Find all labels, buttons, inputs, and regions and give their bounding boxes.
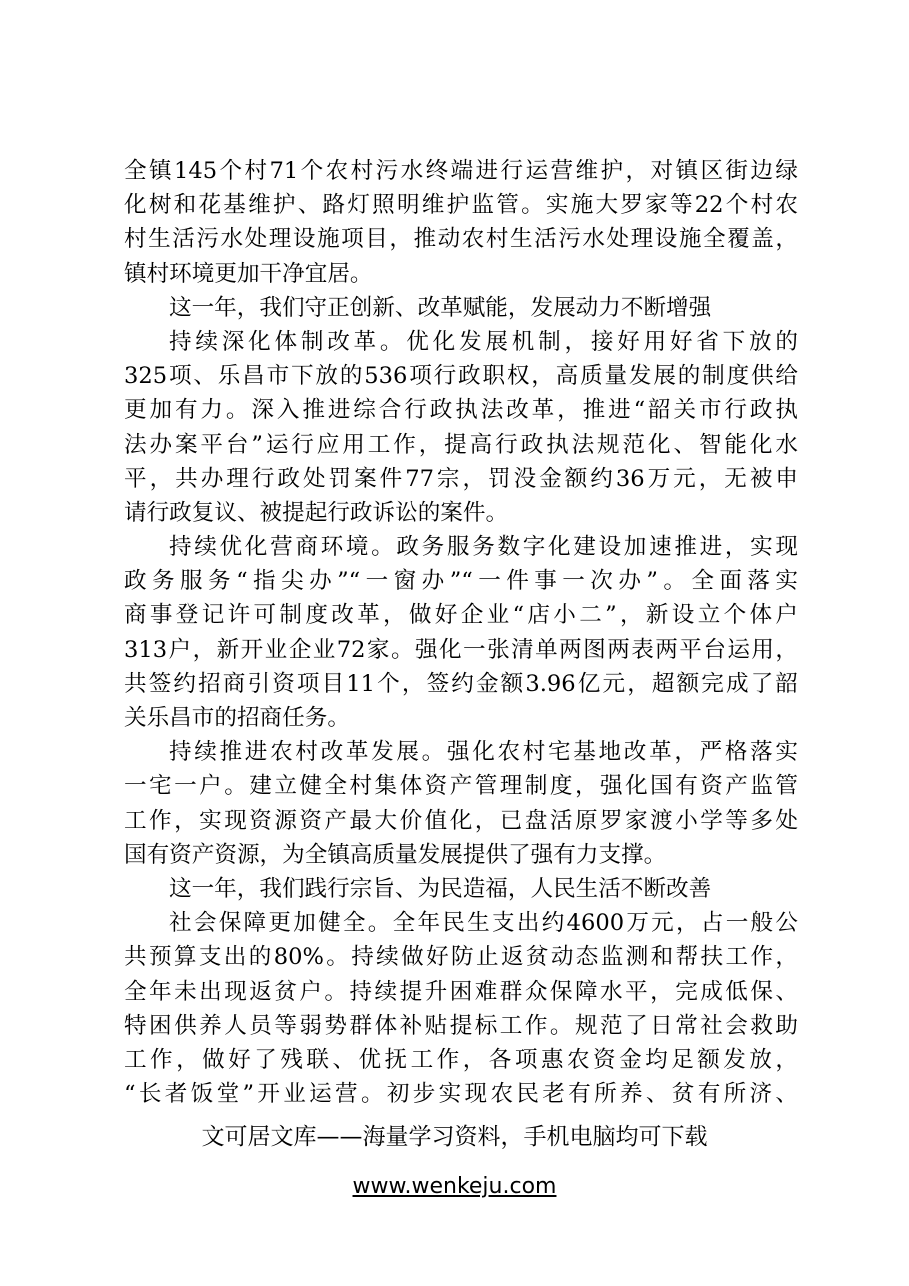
document-line: 共签约招商引资项目11个，签约金额3.96亿元，超额完成了韶 [124, 670, 798, 697]
document-line: 更加有力。深入推进综合行政执法改革，推进“韶关市行政执 [124, 397, 798, 424]
document-line: 平，共办理行政处罚案件77宗，罚没金额约36万元，无被申 [124, 465, 798, 492]
document-line: 持续深化体制改革。优化发展机制，接好用好省下放的 [169, 328, 798, 355]
document-line: 持续优化营商环境。政务服务数字化建设加速推进，实现 [169, 534, 798, 561]
document-line: 社会保障更加健全。全年民生支出约4600万元，占一般公 [169, 910, 798, 937]
document-line: 国有资产资源，为全镇高质量发展提供了强有力支撑。 [124, 841, 667, 868]
document-body [124, 154, 798, 1111]
document-line: 一宅一户。建立健全村集体资产管理制度，强化国有资产监管 [124, 773, 798, 800]
document-line: 商事登记许可制度改革，做好企业“店小二”，新设立个体户 [124, 602, 798, 629]
document-line: 工作，做好了残联、优抚工作，各项惠农资金均足额发放， [124, 1046, 798, 1073]
document-line: 镇村环境更加干净宜居。 [124, 260, 373, 287]
document-line: 请行政复议、被提起行政诉讼的案件。 [124, 499, 509, 526]
document-line: 关乐昌市的招商任务。 [124, 705, 350, 731]
document-line: 全年未出现返贫户。持续提升困难群众保障水平，完成低保、 [124, 978, 798, 1005]
document-line: 特困供养人员等弱势群体补贴提标工作。规范了日常社会救助 [124, 1012, 798, 1039]
document-line: 政务服务“指尖办”“一窗办”“一件事一次办”。全面落实 [124, 568, 798, 595]
document-line: “长者饭堂”开业运营。初步实现农民老有所养、贫有所济、 [124, 1081, 798, 1108]
document-line: 这一年，我们践行宗旨、为民造福，人民生活不断改善 [169, 875, 712, 902]
document-line: 325项、乐昌市下放的536项行政职权，高质量发展的制度供给 [124, 363, 798, 390]
document-line: 313户，新开业企业72家。强化一张清单两图两表两平台运用， [124, 636, 798, 663]
footer-url-link[interactable]: www.wenkeju.com [352, 1174, 557, 1199]
document-line: 化树和花基维护、路灯照明维护监管。实施大罗家等22个村农 [124, 192, 798, 219]
document-line: 共预算支出的80%。持续做好防止返贫动态监测和帮扶工作， [124, 944, 798, 971]
document-line: 全镇145个村71个农村污水终端进行运营维护，对镇区街边绿 [124, 158, 798, 184]
document-line: 村生活污水处理设施项目，推动农村生活污水处理设施全覆盖， [124, 226, 798, 253]
document-line: 这一年，我们守正创新、改革赋能，发展动力不断增强 [169, 294, 712, 321]
footer-title: 文可居文库——海量学习资料，手机电脑均可下载 [201, 1124, 708, 1150]
document-line: 持续推进农村改革发展。强化农村宅基地改革，严格落实 [169, 739, 798, 766]
document-line: 工作，实现资源资产最大价值化，已盘活原罗家渡小学等多处 [124, 807, 798, 834]
document-line: 法办案平台”运行应用工作，提高行政执法规范化、智能化水 [124, 431, 798, 458]
